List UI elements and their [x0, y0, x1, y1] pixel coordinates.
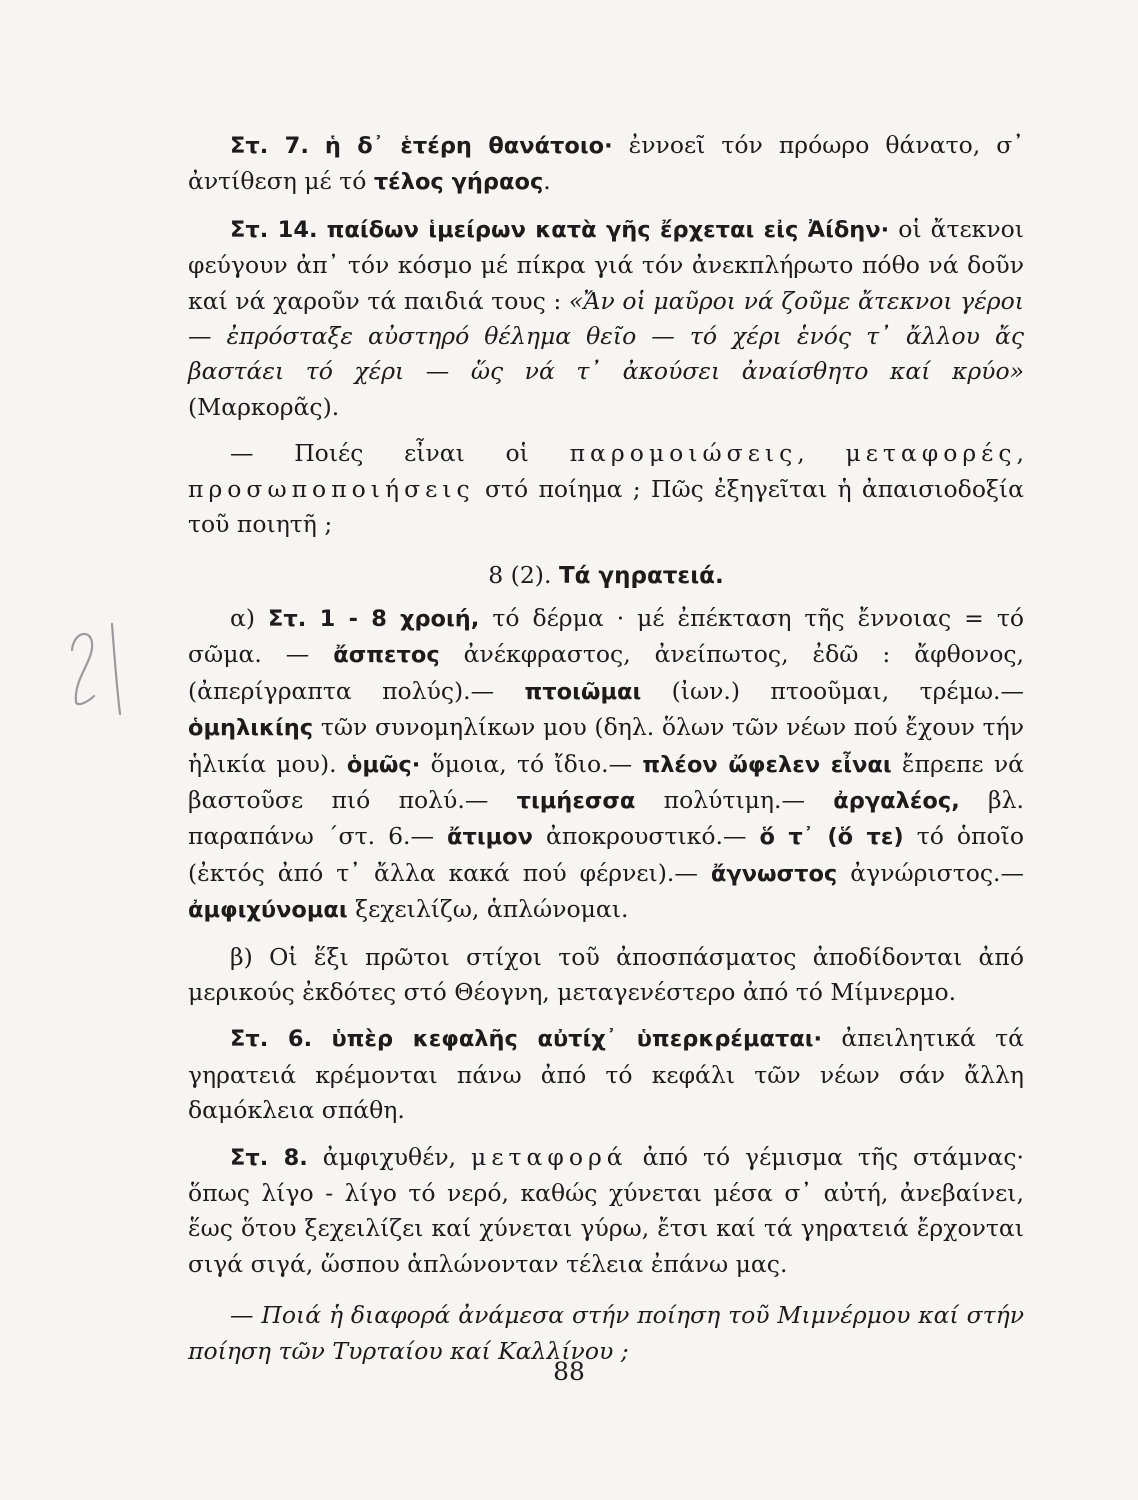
handwritten-margin-mark — [64, 610, 134, 720]
paragraph-glossary — [188, 601, 1024, 929]
spaced-term: μεταφορές — [845, 439, 1017, 468]
greek-term: ὅ τ᾽ (ὅ τε) — [759, 824, 904, 851]
paragraph-text: , — [797, 439, 846, 468]
paragraph-verse-7 — [188, 128, 1024, 201]
spaced-term: μεταφορά — [471, 1142, 628, 1171]
paragraph-text: ἀμφιχυθέν, — [307, 1142, 472, 1171]
paragraph-text: στό ποίημα ; Πῶς ἐξηγεῖται ἡ ἀπαισιοδοξία τοῦ ποιητῆ ; — [188, 474, 1024, 539]
spaced-term: προσωποποιήσεις — [188, 474, 475, 503]
paragraph-text: (Μαρκορᾶς). — [188, 392, 340, 421]
greek-term: ἄτιμον — [447, 824, 533, 851]
document-page — [188, 128, 1024, 1369]
verse-ref: Στ. 7. — [230, 133, 309, 159]
paragraph-text: ἐννοεῖ τόν πρόωρο θάνατο, σ᾽ ἀντίθεση μέ τό — [188, 131, 1025, 196]
verse-ref: Στ. 14. — [230, 216, 318, 243]
greek-term: ἀμφιχύνομαι — [188, 897, 348, 924]
paragraph-verse-8 — [188, 1140, 1024, 1283]
greek-term: πτοιῶμαι — [524, 678, 642, 705]
paragraph-text: ἀπό τό γέμισμα τῆς στάμνας· ὅπως λίγο - λίγο τό νερό, καθώς χύνεται μέσα σ᾽ αὐτή, ἀνεβαίνει, ἕως ὅτου ξεχειλίζει καί χύνεται γύρω, ἔτσι καί τά γηρατειά ἔρχονται σιγά σιγά, ὥσπου ἁπλώνονταν τέλεια ἐπάνω μας. — [188, 1142, 1024, 1278]
gloss-text: τό δέρμα · μέ ἐπέκταση τῆς ἔννοιας = τό σῶμα. — — [188, 603, 1024, 669]
greek-term: ὑπὲρ κεφαλῆς αὐτίχ᾽ ὑπερκρέμαται· — [331, 1026, 823, 1053]
spaced-term: παρομοιώσεις — [569, 439, 798, 468]
greek-term: ἡ δ᾽ ἑτέρη θανάτοιο· — [324, 133, 613, 159]
paragraph-text: β) Οἱ ἕξι πρῶτοι στίχοι τοῦ ἀποσπάσματος ἀποδίδονται ἀπό μερικούς ἐκδότες στό Θέογνη, μεταγενέστερο ἀπό τό Μίμνερμο. — [188, 942, 1024, 1006]
paragraph-verse-6 — [188, 1021, 1024, 1128]
paragraph-text: οἱ ἄτεκνοι φεύγουν ἀπ᾽ τόν κόσμο μέ πίκρα γιά τόν ἀνεκπλήρωτο πόθο νά δοῦν καί νά χαροῦν τά παιδιά τους : — [188, 214, 1024, 315]
gloss-text: (ἰων.) πτοοῦμαι, τρέμω.— — [641, 676, 1024, 705]
paragraph-text: , — [1016, 439, 1024, 468]
greek-term: ὁμηλικίης — [188, 715, 314, 742]
gloss-text: ἔπρεπε νά βαστοῦσε πιό πολύ.— — [188, 749, 1024, 814]
gloss-text: ἀγνώριστος.— — [837, 858, 1025, 887]
verse-ref: Στ. 1 - 8 — [268, 605, 387, 632]
greek-term: πλέον ὤφελεν εἶναι — [642, 751, 892, 778]
greek-term: ἄγνωστος — [710, 860, 838, 887]
greek-term: παίδων ἱμείρων κατὰ γῆς ἔρχεται εἰς Ἀίδην· — [326, 216, 890, 243]
section-number: 8 (2). — [488, 561, 552, 590]
greek-term: χροιή, — [399, 605, 480, 632]
gloss-text: τό ὁποῖο (ἐκτός ἀπό τ᾽ ἄλλα κακά πού φέρνει).— — [188, 822, 1025, 887]
gloss-text: ἀνέκφραστος, ἀνείπωτος, ἐδῶ : ἄφθονος, (ἀπερίγραπτα πολύς).— — [188, 640, 1024, 705]
paragraph-text: . — [543, 167, 551, 196]
page-number: 88 — [553, 1357, 585, 1386]
paragraph-question-1 — [188, 436, 1024, 542]
paragraph-text: ἀπειλητικά τά γηρατειά κρέμονται πάνω ἀπό τό κεφάλι τῶν νέων σάν ἄλλη δαμόκλεια σπάθη. — [188, 1024, 1025, 1125]
gloss-text: πολύτιμη.— — [635, 785, 834, 814]
verse-ref: Στ. 6. — [230, 1026, 313, 1053]
gloss-text: τῶν συνομηλίκων μου (δηλ. ὅλων τῶν νέων πού ἔχουν τήν ἡλικία μου). — [188, 713, 1024, 778]
gloss-text: ξεχειλίζω, ἁπλώνομαι. — [347, 895, 629, 924]
paragraph-beta — [188, 940, 1024, 1011]
quoted-verse: «Ἄν οἱ μαῦροι νά ζοῦμε ἄτεκνοι γέροι— ἐπρόσταξε αὐστηρό θέλημα θεῖο — τό χέρι ἑνός τ᾽ ἄλλου ἄς βαστάει τό χέρι — ὥς νά τ᾽ ἀκούσει ἀναίσθητο καί κρύο» — [188, 286, 1024, 386]
verse-ref: Στ. 8. — [230, 1144, 308, 1171]
gloss-text: βλ. παραπάνω ΄στ. 6.— — [188, 785, 1025, 851]
paragraph-text: — Ποιά ἡ διαφορά ἀνάμεσα στήν ποίηση τοῦ Μιμνέρμου καί στήν ποίηση τῶν Τυρταίου καί Καλλίνου ; — [188, 1301, 1024, 1365]
greek-term: ἄσπετος — [333, 642, 440, 669]
section-title: Τά γηρατειά. — [558, 563, 724, 590]
paragraph-text: — Ποιές εἶναι οἱ — [230, 439, 570, 468]
list-marker: α) — [230, 603, 269, 632]
section-heading — [188, 558, 1024, 594]
greek-term: ὁμῶς· — [346, 751, 421, 778]
greek-term: τέλος γήραος — [373, 169, 544, 196]
paragraph-verse-14 — [188, 212, 1024, 425]
gloss-text: ὅμοια, τό ἴδιο.— — [420, 749, 643, 778]
greek-term: ἀργαλέος, — [833, 787, 960, 814]
gloss-text: ἀποκρουστικό.— — [532, 822, 760, 851]
greek-term: τιμήεσσα — [516, 787, 636, 814]
